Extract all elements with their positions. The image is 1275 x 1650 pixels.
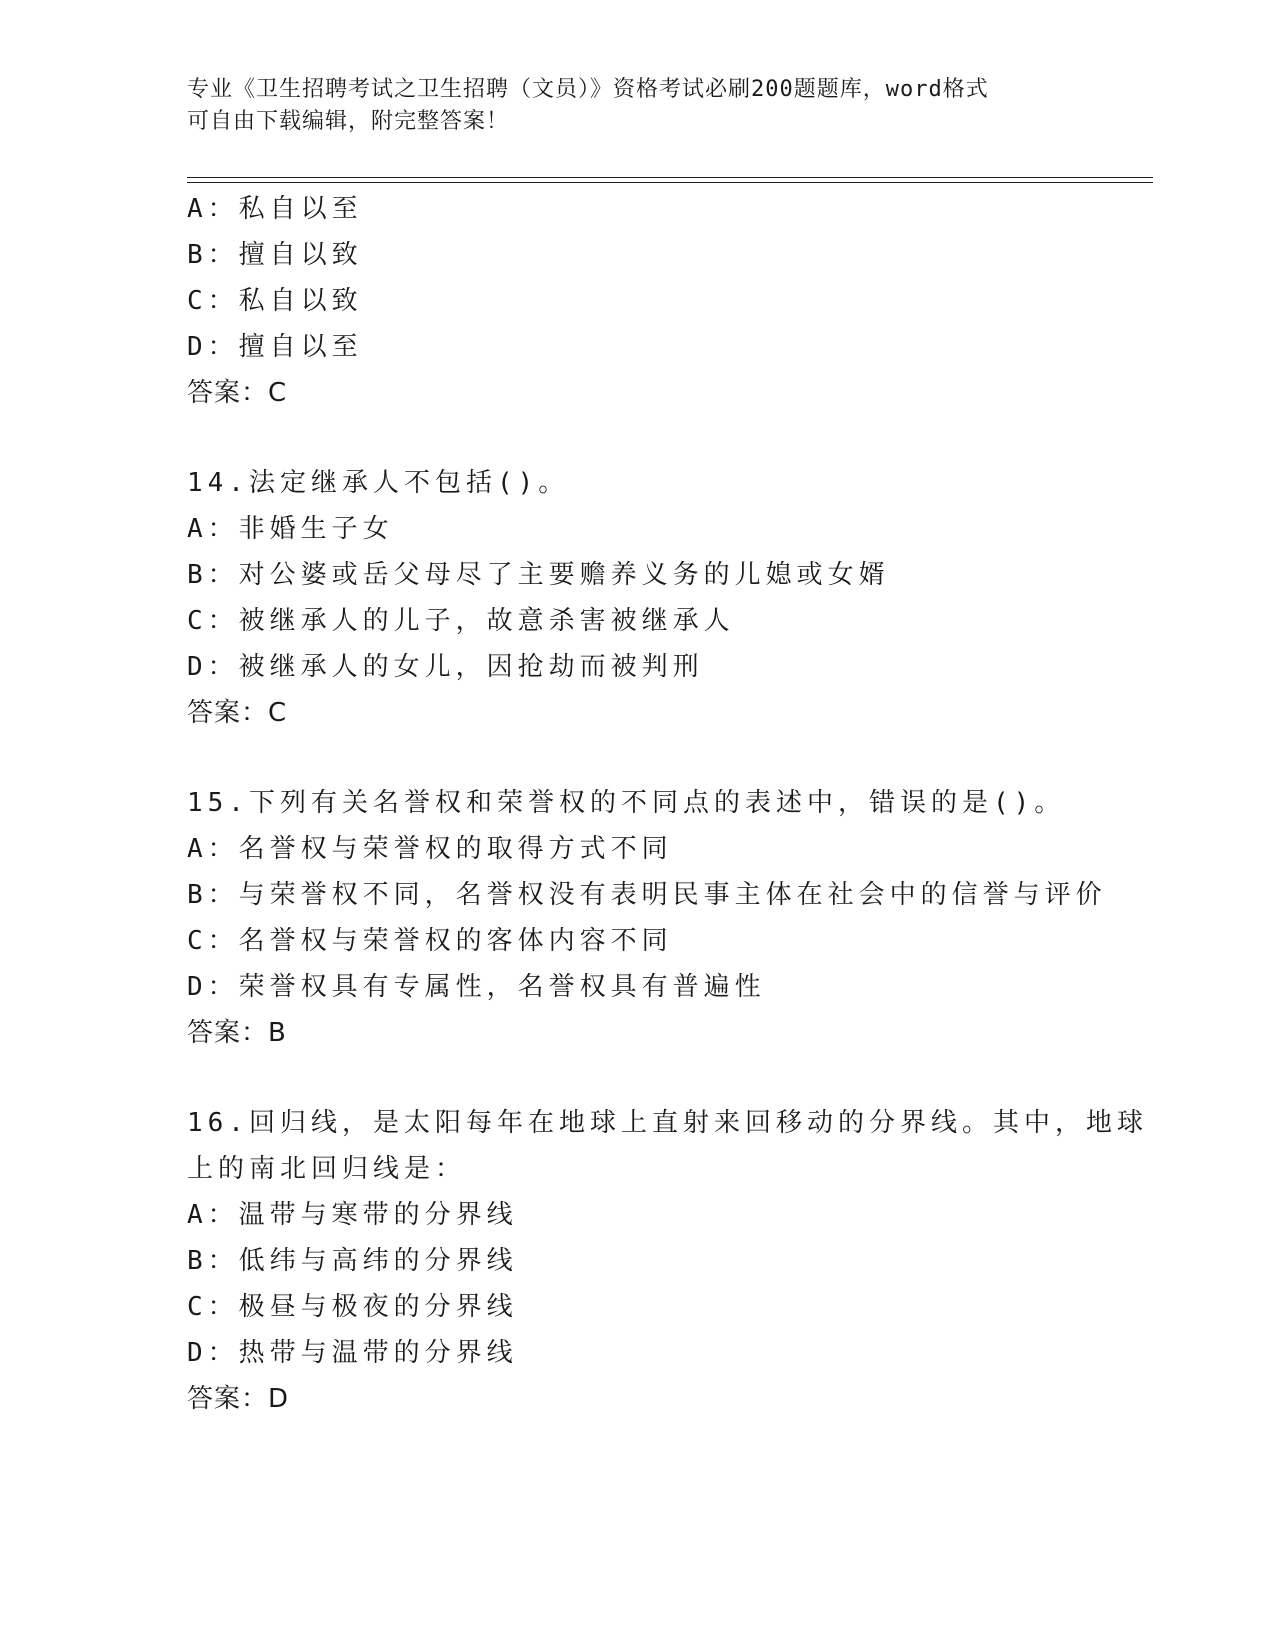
question-text: 15.下列有关名誉权和荣誉权的不同点的表述中，错误的是()。: [187, 788, 1066, 818]
option-b: B：与荣誉权不同，名誉权没有表明民事主体在社会中的信誉与评价: [187, 880, 1107, 910]
answer-text: 答案：D: [187, 1384, 290, 1414]
question-15: [187, 780, 1147, 1056]
option-b: B：对公婆或岳父母尽了主要赡养义务的儿媳或女婿: [187, 560, 890, 590]
header-divider-bottom: [187, 182, 1153, 183]
question-text: 14.法定继承人不包括()。: [187, 468, 570, 498]
spacer: [187, 1056, 1147, 1100]
header-title-line-2: 可自由下载编辑，附完整答案！: [187, 109, 510, 134]
answer-text: 答案：C: [187, 698, 288, 728]
option-c: C：名誉权与荣誉权的客体内容不同: [187, 926, 673, 956]
option-a: A：非婚生子女: [187, 514, 394, 544]
document-header: [187, 74, 1087, 138]
question-16: [187, 1100, 1147, 1422]
option-d: D：擅自以至: [187, 332, 363, 362]
answer-text: 答案：C: [187, 378, 288, 408]
option-a: A：私自以至: [187, 194, 363, 224]
option-c: C：被继承人的儿子，故意杀害被继承人: [187, 606, 735, 636]
option-a: A：温带与寒带的分界线: [187, 1200, 518, 1230]
option-c: C：极昼与极夜的分界线: [187, 1292, 518, 1322]
option-d: D：荣誉权具有专属性，名誉权具有普遍性: [187, 972, 766, 1002]
question-list: [187, 186, 1147, 1422]
option-d: D：热带与温带的分界线: [187, 1338, 518, 1368]
option-a: A：名誉权与荣誉权的取得方式不同: [187, 834, 673, 864]
question-13-continuation: [187, 186, 1147, 416]
question-text-line-1: 16.回归线，是太阳每年在地球上直射来回移动的分界线。其中，地球: [187, 1108, 1148, 1138]
option-d: D：被继承人的女儿，因抢劫而被判刑: [187, 652, 704, 682]
header-divider-top: [187, 177, 1153, 178]
spacer: [187, 416, 1147, 460]
spacer: [187, 736, 1147, 780]
option-c: C：私自以致: [187, 286, 363, 316]
question-text-line-2: 上的南北回归线是：: [187, 1154, 467, 1184]
header-title-line-1: 专业《卫生招聘考试之卫生招聘（文员）》资格考试必刷200题题库，word格式: [187, 77, 989, 102]
answer-text: 答案：B: [187, 1018, 287, 1048]
option-b: B：低纬与高纬的分界线: [187, 1246, 518, 1276]
question-14: [187, 460, 1147, 736]
option-b: B：擅自以致: [187, 240, 363, 270]
